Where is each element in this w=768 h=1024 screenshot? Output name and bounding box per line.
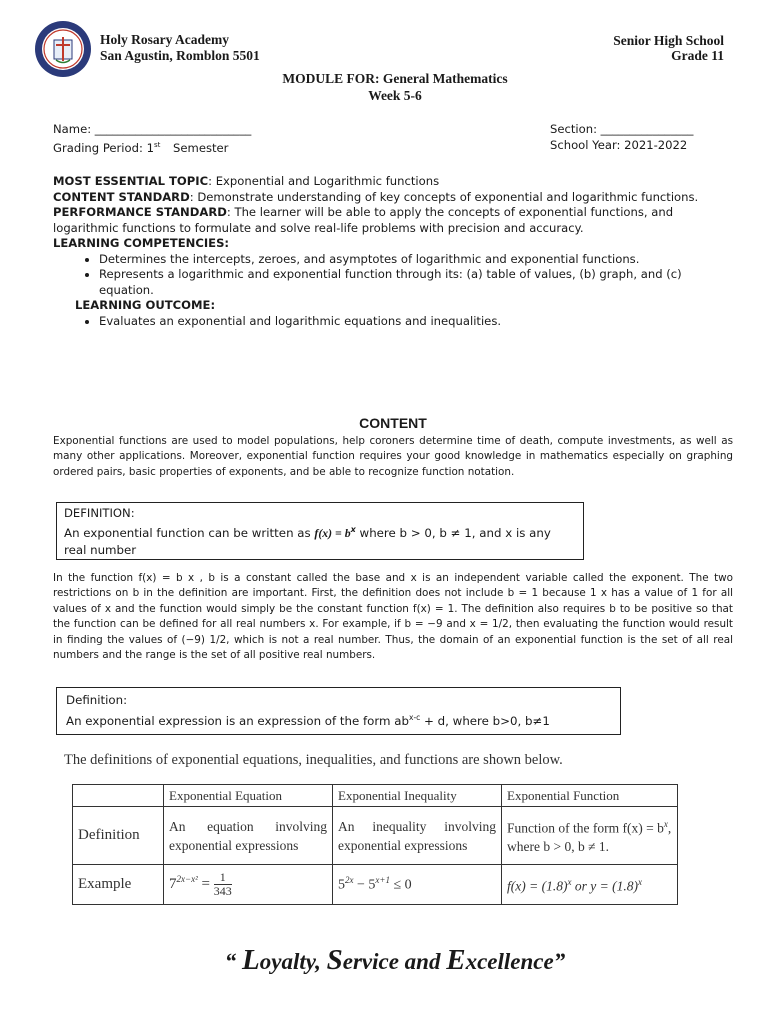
grade-level: Grade 11 (671, 48, 724, 63)
module-week: Week 5-6 (368, 88, 422, 103)
outcomes-list (53, 314, 733, 330)
example-equation: $7^{2x-x^2}$ = $\frac{1}{343}$ (164, 865, 333, 905)
school-level: Senior High School (613, 33, 724, 48)
section-field: Section: ________________ (550, 122, 694, 136)
definition-box-1 (56, 502, 584, 560)
standards-block (53, 174, 733, 329)
outcome-item: • Evaluates an exponential and logarithmic equations and inequalities. (99, 314, 733, 330)
topic-text: : Exponential and Logarithmic functions (208, 174, 440, 188)
table-caption: The definitions of exponential equations, inequalities, and functions are shown below. (64, 752, 563, 768)
table-row-definition (73, 807, 678, 865)
definition-inequality: An inequality involving exponential expressions (333, 807, 502, 865)
table-row-example (73, 865, 678, 905)
example-inequality: $5^{2x} - 5^{x+1} \le 0$ (333, 865, 502, 905)
definition-box-2 (56, 687, 621, 735)
grading-period (53, 138, 228, 156)
grading-period-text: Grading Period: 1 (53, 140, 154, 155)
content-text: : Demonstrate understanding of key concepts of exponential and logarithmic functions. (189, 189, 699, 204)
competency-item: • Determines the intercepts, zeroes, and asymptotes of logarithmic and exponential functions. (99, 252, 733, 268)
topic-line (53, 174, 733, 190)
competency-item: • Represents a logarithmic and exponential function through its: (a) table of values, (b) graph, and (c) equation. (99, 267, 733, 298)
content-heading: CONTENT (359, 415, 427, 431)
module-title: MODULE FOR: General Mathematics (282, 71, 508, 86)
school-seal (34, 20, 92, 78)
definition-1-text: An exponential function can be written as $f(x) = b^x$ where b > 0, b ≠ 1, and x is any real number (64, 525, 551, 557)
grading-period-sup: st (153, 141, 161, 149)
school-year: School Year: 2021-2022 (550, 138, 688, 152)
table-header: Exponential Equation (164, 785, 333, 807)
topic-label: MOST ESSENTIAL TOPIC (53, 174, 209, 188)
definition-1-formula: f(x) = b (314, 525, 351, 540)
school-name: Holy Rosary Academy (100, 32, 229, 47)
content-standard (53, 190, 733, 206)
row-label-example: Example (73, 865, 164, 905)
table-header-row (73, 785, 678, 807)
competencies-list (53, 252, 733, 299)
table-header: Exponential Function (502, 785, 678, 807)
definition-2-text: An exponential expression is an expression of the form $ab^{x-c} + d$, where b>0, b≠1 (66, 713, 550, 728)
definition-function: Function of the form $f(x) = b^x$, where b > 0, b ≠ 1. (502, 807, 678, 865)
performance-label: PERFORMANCE STANDARD (53, 205, 227, 219)
definition-equation: An equation involving exponential expressions (164, 807, 333, 865)
row-label-definition: Definition (73, 807, 164, 865)
school-address: San Agustin, Romblon 5501 (100, 48, 260, 63)
example-function: $f(x) = (1.8)^x$ or $y = (1.8)^x$ (502, 865, 678, 905)
performance-text: : The learner will be able to apply the concepts of exponential functions, and logarithmic functions to formulate and solve real-life problems with precision and accuracy. (53, 205, 674, 235)
school-motto: “ Loyalty, Service and Excellence” (224, 944, 566, 976)
table-corner-cell (73, 785, 164, 807)
outcome-label: LEARNING OUTCOME: (75, 298, 216, 312)
performance-standard (53, 205, 733, 236)
definition-2-title: Definition: (66, 693, 128, 707)
content-label: CONTENT STANDARD (53, 189, 190, 204)
intro-paragraph: Exponential functions are used to model populations, help coroners determine time of death, compute investments, as well as many other applications. Moreover, exponential function requires your good knowledge in mathematics especially on graphing ordered pairs, basic properties of exponents, and be able to recognize function notation. (53, 435, 733, 478)
name-field: Name: ___________________________ (53, 122, 252, 136)
definitions-table (72, 784, 678, 905)
explanation-paragraph: In the function f(x) = b x , b is a constant called the base and x is an independent variable called the exponent. The two restrictions on b in the definition are important. First, the definition does not include b = 1 because 1 x has a value of 1 for all values of x and the function would simply be the constant function f(x) = 1. The definition also requires b to be positive so that the function can be defined for all real numbers x. For example, if b = −9 and x = 1/2, then evaluating the function would result in finding the values of (−9) 1/2, which is not a real number. Thus, the domain of an exponential function is the set of all real numbers and the range is the set of all positive real numbers. (53, 572, 733, 662)
semester-text: Semester (173, 140, 229, 155)
table-header: Exponential Inequality (333, 785, 502, 807)
fraction: $\frac{1}{343}$ (213, 870, 232, 898)
definition-1-title: DEFINITION: (64, 506, 135, 520)
competencies-label: LEARNING COMPETENCIES: (53, 236, 230, 250)
